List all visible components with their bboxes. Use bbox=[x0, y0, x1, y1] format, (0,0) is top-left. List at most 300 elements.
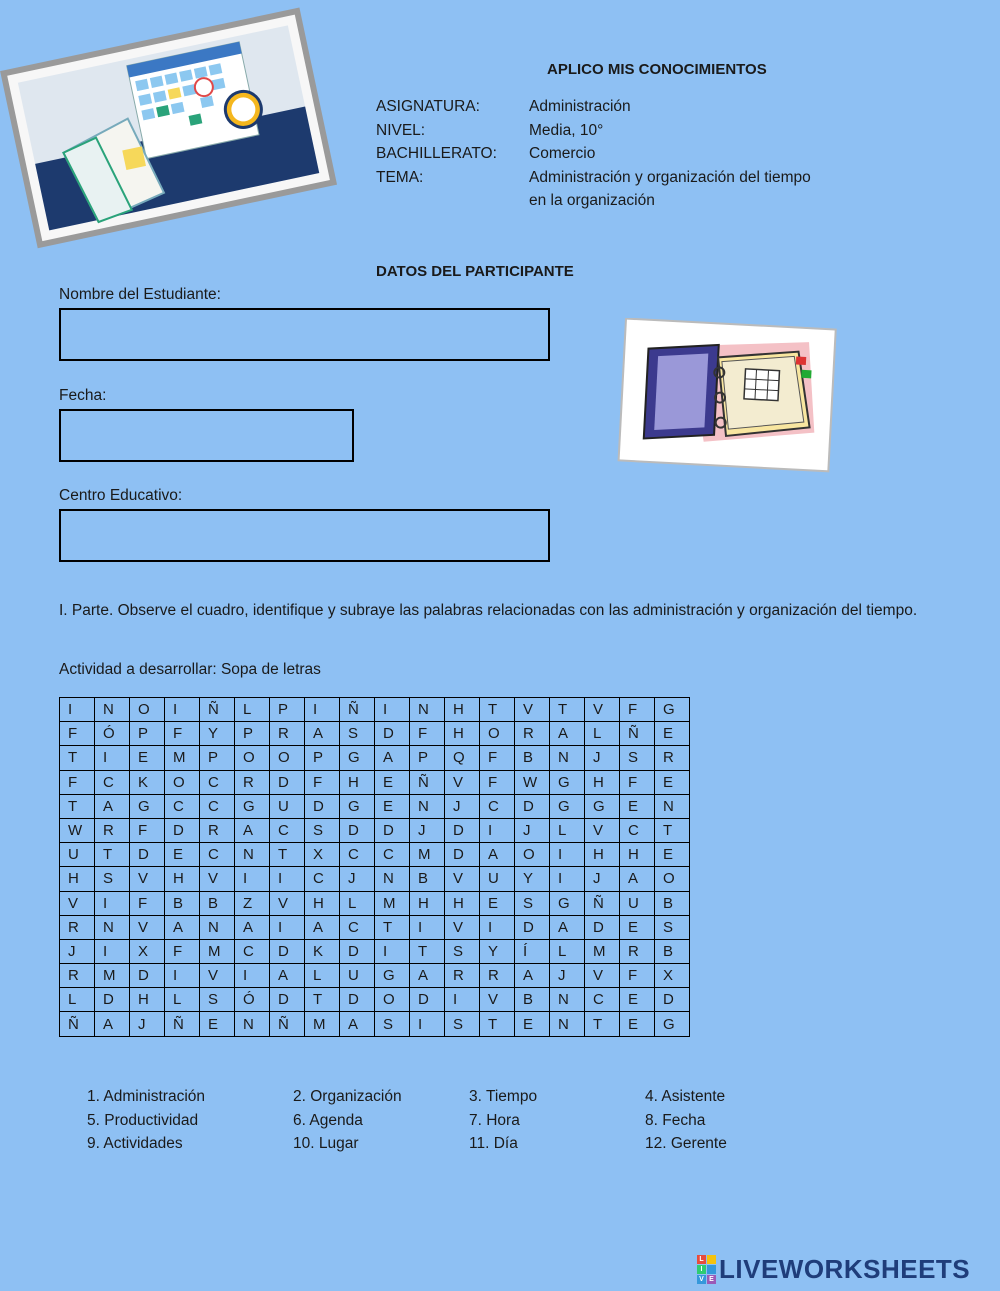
binder-illustration bbox=[616, 318, 840, 478]
grid-cell[interactable]: C bbox=[340, 915, 375, 939]
grid-cell[interactable]: A bbox=[95, 794, 130, 818]
grid-cell[interactable]: O bbox=[515, 843, 550, 867]
grid-cell[interactable]: Í bbox=[515, 939, 550, 963]
grid-cell[interactable]: I bbox=[550, 867, 585, 891]
meta-value-level: Media, 10° bbox=[529, 121, 604, 139]
grid-cell[interactable]: M bbox=[585, 939, 620, 963]
grid-cell[interactable]: T bbox=[60, 746, 95, 770]
grid-cell[interactable]: F bbox=[480, 770, 515, 794]
grid-cell[interactable]: U bbox=[480, 867, 515, 891]
grid-cell[interactable]: D bbox=[130, 843, 165, 867]
grid-cell[interactable]: R bbox=[200, 818, 235, 842]
grid-cell[interactable]: L bbox=[340, 891, 375, 915]
grid-cell[interactable]: D bbox=[655, 988, 690, 1012]
meta-values bbox=[529, 95, 849, 213]
grid-cell[interactable]: E bbox=[655, 770, 690, 794]
grid-cell[interactable]: J bbox=[130, 1012, 165, 1036]
grid-cell[interactable]: P bbox=[305, 746, 340, 770]
word-list-item: 5. Productividad bbox=[87, 1112, 199, 1129]
grid-cell[interactable]: V bbox=[445, 867, 480, 891]
grid-cell[interactable]: I bbox=[480, 915, 515, 939]
grid-cell[interactable]: D bbox=[585, 915, 620, 939]
grid-cell[interactable]: Ñ bbox=[410, 770, 445, 794]
logo-letter-l: L bbox=[697, 1255, 706, 1264]
grid-cell[interactable]: K bbox=[305, 939, 340, 963]
meta-value-topic: Administración y organización del tiempo bbox=[529, 168, 811, 186]
grid-cell[interactable]: Ñ bbox=[340, 698, 375, 722]
grid-cell[interactable]: N bbox=[200, 915, 235, 939]
grid-cell[interactable]: E bbox=[165, 843, 200, 867]
grid-cell[interactable]: D bbox=[340, 939, 375, 963]
calendar-illustration bbox=[0, 0, 340, 255]
grid-row bbox=[60, 770, 690, 794]
grid-cell[interactable]: P bbox=[410, 746, 445, 770]
grid-cell[interactable]: R bbox=[655, 746, 690, 770]
grid-cell[interactable]: R bbox=[515, 722, 550, 746]
grid-cell[interactable]: D bbox=[270, 988, 305, 1012]
grid-cell[interactable]: H bbox=[445, 722, 480, 746]
grid-cell[interactable]: C bbox=[270, 818, 305, 842]
grid-cell[interactable]: V bbox=[585, 964, 620, 988]
grid-cell[interactable]: Ó bbox=[235, 988, 270, 1012]
grid-cell[interactable]: H bbox=[585, 843, 620, 867]
date-field[interactable] bbox=[59, 409, 354, 462]
grid-cell[interactable]: I bbox=[270, 867, 305, 891]
grid-cell[interactable]: S bbox=[340, 722, 375, 746]
activity-label: Actividad a desarrollar: Sopa de letras bbox=[59, 661, 321, 678]
grid-cell[interactable]: N bbox=[375, 867, 410, 891]
grid-cell[interactable]: A bbox=[235, 915, 270, 939]
grid-cell[interactable]: D bbox=[340, 988, 375, 1012]
grid-cell[interactable]: Ñ bbox=[620, 722, 655, 746]
grid-cell[interactable]: A bbox=[305, 915, 340, 939]
grid-cell[interactable]: M bbox=[410, 843, 445, 867]
grid-cell[interactable]: F bbox=[165, 722, 200, 746]
word-list-item: 6. Agenda bbox=[293, 1112, 363, 1129]
student-name-label: Nombre del Estudiante: bbox=[59, 286, 221, 303]
word-list-item: 12. Gerente bbox=[645, 1135, 727, 1152]
grid-cell[interactable]: X bbox=[305, 843, 340, 867]
grid-cell[interactable]: M bbox=[165, 746, 200, 770]
grid-cell[interactable]: E bbox=[375, 770, 410, 794]
grid-cell[interactable]: I bbox=[270, 915, 305, 939]
grid-cell[interactable]: N bbox=[410, 698, 445, 722]
student-name-field[interactable] bbox=[59, 308, 550, 361]
grid-cell[interactable]: D bbox=[270, 939, 305, 963]
grid-cell[interactable]: N bbox=[655, 794, 690, 818]
grid-cell[interactable]: D bbox=[410, 988, 445, 1012]
meta-label-subject: ASIGNATURA: bbox=[376, 98, 480, 115]
grid-cell[interactable]: G bbox=[235, 794, 270, 818]
grid-cell[interactable]: J bbox=[340, 867, 375, 891]
grid-cell[interactable]: L bbox=[60, 988, 95, 1012]
logo-letter-i: I bbox=[697, 1265, 706, 1274]
word-search-grid bbox=[59, 697, 690, 1037]
grid-cell[interactable]: S bbox=[305, 818, 340, 842]
grid-cell[interactable]: B bbox=[655, 939, 690, 963]
grid-cell[interactable]: J bbox=[515, 818, 550, 842]
grid-cell[interactable]: C bbox=[340, 843, 375, 867]
grid-cell[interactable]: V bbox=[200, 964, 235, 988]
grid-cell[interactable]: R bbox=[60, 915, 95, 939]
grid-cell[interactable]: T bbox=[60, 794, 95, 818]
grid-cell[interactable]: L bbox=[235, 698, 270, 722]
grid-cell[interactable]: E bbox=[130, 746, 165, 770]
grid-cell[interactable]: S bbox=[375, 1012, 410, 1036]
grid-cell[interactable]: F bbox=[620, 770, 655, 794]
grid-cell[interactable]: D bbox=[375, 818, 410, 842]
school-label: Centro Educativo: bbox=[59, 487, 183, 504]
grid-cell[interactable]: L bbox=[305, 964, 340, 988]
meta-value-track: Comercio bbox=[529, 145, 596, 162]
school-field[interactable] bbox=[59, 509, 550, 562]
grid-cell[interactable]: I bbox=[375, 939, 410, 963]
grid-cell[interactable]: T bbox=[375, 915, 410, 939]
word-list-item: 8. Fecha bbox=[645, 1112, 706, 1129]
grid-cell[interactable]: V bbox=[480, 988, 515, 1012]
grid-cell[interactable]: I bbox=[235, 964, 270, 988]
grid-cell[interactable]: D bbox=[305, 794, 340, 818]
grid-cell[interactable]: A bbox=[340, 1012, 375, 1036]
grid-cell[interactable]: Ñ bbox=[270, 1012, 305, 1036]
grid-cell[interactable]: B bbox=[410, 867, 445, 891]
grid-cell[interactable]: B bbox=[165, 891, 200, 915]
grid-cell[interactable]: T bbox=[95, 843, 130, 867]
grid-cell[interactable]: F bbox=[305, 770, 340, 794]
grid-cell[interactable]: J bbox=[585, 867, 620, 891]
grid-cell[interactable]: E bbox=[620, 915, 655, 939]
grid-cell[interactable]: A bbox=[305, 722, 340, 746]
grid-cell[interactable]: M bbox=[375, 891, 410, 915]
grid-cell[interactable]: D bbox=[340, 818, 375, 842]
worksheet-title: APLICO MIS CONOCIMIENTOS bbox=[547, 61, 767, 78]
participant-section-title: DATOS DEL PARTICIPANTE bbox=[376, 263, 574, 280]
grid-cell[interactable]: E bbox=[200, 1012, 235, 1036]
grid-cell[interactable]: K bbox=[130, 770, 165, 794]
grid-cell[interactable]: V bbox=[130, 915, 165, 939]
grid-cell[interactable]: V bbox=[585, 698, 620, 722]
grid-cell[interactable]: T bbox=[305, 988, 340, 1012]
grid-cell[interactable]: D bbox=[165, 818, 200, 842]
grid-cell[interactable]: Y bbox=[515, 867, 550, 891]
grid-cell[interactable]: T bbox=[480, 1012, 515, 1036]
grid-cell[interactable]: G bbox=[550, 770, 585, 794]
grid-cell[interactable]: V bbox=[445, 770, 480, 794]
grid-cell[interactable]: O bbox=[165, 770, 200, 794]
grid-row bbox=[60, 1012, 690, 1036]
grid-cell[interactable]: F bbox=[480, 746, 515, 770]
grid-cell[interactable]: V bbox=[445, 915, 480, 939]
word-list-item: 3. Tiempo bbox=[469, 1088, 538, 1105]
grid-cell[interactable]: H bbox=[60, 867, 95, 891]
grid-cell[interactable]: A bbox=[620, 867, 655, 891]
grid-cell[interactable]: S bbox=[445, 1012, 480, 1036]
grid-cell[interactable]: B bbox=[200, 891, 235, 915]
grid-cell[interactable]: O bbox=[130, 698, 165, 722]
grid-cell[interactable]: M bbox=[305, 1012, 340, 1036]
grid-cell[interactable]: A bbox=[165, 915, 200, 939]
grid-cell[interactable]: D bbox=[375, 722, 410, 746]
grid-cell[interactable]: A bbox=[375, 746, 410, 770]
grid-cell[interactable]: E bbox=[655, 843, 690, 867]
grid-cell[interactable]: W bbox=[515, 770, 550, 794]
grid-cell[interactable]: T bbox=[585, 1012, 620, 1036]
meta-labels bbox=[376, 95, 497, 189]
grid-cell[interactable]: N bbox=[550, 746, 585, 770]
grid-cell[interactable]: R bbox=[480, 964, 515, 988]
grid-cell[interactable]: G bbox=[655, 1012, 690, 1036]
date-label: Fecha: bbox=[59, 387, 107, 404]
grid-cell[interactable]: N bbox=[235, 1012, 270, 1036]
grid-cell[interactable]: E bbox=[515, 1012, 550, 1036]
grid-cell[interactable]: X bbox=[130, 939, 165, 963]
grid-cell[interactable]: G bbox=[375, 964, 410, 988]
grid-cell[interactable]: C bbox=[200, 770, 235, 794]
grid-cell[interactable]: S bbox=[200, 988, 235, 1012]
grid-cell[interactable]: X bbox=[655, 964, 690, 988]
grid-row bbox=[60, 964, 690, 988]
grid-cell[interactable]: U bbox=[620, 891, 655, 915]
grid-cell[interactable]: T bbox=[480, 698, 515, 722]
grid-cell[interactable]: E bbox=[655, 722, 690, 746]
meta-value-topic-cont: en la organización bbox=[529, 192, 655, 209]
grid-cell[interactable]: C bbox=[620, 818, 655, 842]
grid-cell[interactable]: V bbox=[200, 867, 235, 891]
grid-cell[interactable]: A bbox=[270, 964, 305, 988]
grid-cell[interactable]: B bbox=[515, 988, 550, 1012]
grid-cell[interactable]: I bbox=[410, 915, 445, 939]
grid-cell[interactable]: B bbox=[655, 891, 690, 915]
grid-cell[interactable]: D bbox=[515, 915, 550, 939]
grid-cell[interactable]: I bbox=[235, 867, 270, 891]
grid-cell[interactable]: V bbox=[270, 891, 305, 915]
part-instructions: I. Parte. Observe el cuadro, identifique y subraye las palabras relacionadas con las administración y organización del tiempo. bbox=[59, 602, 918, 619]
grid-cell[interactable]: R bbox=[235, 770, 270, 794]
word-list-item: 7. Hora bbox=[469, 1112, 520, 1129]
grid-cell[interactable]: P bbox=[235, 722, 270, 746]
grid-cell[interactable]: V bbox=[515, 698, 550, 722]
grid-cell[interactable]: C bbox=[235, 939, 270, 963]
word-list bbox=[87, 1088, 787, 1168]
grid-cell[interactable]: H bbox=[340, 770, 375, 794]
grid-cell[interactable]: L bbox=[550, 939, 585, 963]
grid-cell[interactable]: A bbox=[95, 1012, 130, 1036]
grid-cell[interactable]: I bbox=[445, 988, 480, 1012]
grid-cell[interactable]: G bbox=[550, 891, 585, 915]
grid-cell[interactable]: F bbox=[165, 939, 200, 963]
grid-cell[interactable]: M bbox=[95, 964, 130, 988]
grid-cell[interactable]: L bbox=[550, 818, 585, 842]
grid-cell[interactable]: F bbox=[130, 891, 165, 915]
grid-cell[interactable]: W bbox=[60, 818, 95, 842]
grid-cell[interactable]: P bbox=[200, 746, 235, 770]
grid-cell[interactable]: E bbox=[480, 891, 515, 915]
grid-row bbox=[60, 915, 690, 939]
grid-cell[interactable]: H bbox=[445, 698, 480, 722]
grid-cell[interactable]: Ñ bbox=[200, 698, 235, 722]
grid-cell[interactable]: O bbox=[480, 722, 515, 746]
grid-cell[interactable]: N bbox=[550, 1012, 585, 1036]
grid-cell[interactable]: E bbox=[620, 988, 655, 1012]
grid-cell[interactable]: U bbox=[270, 794, 305, 818]
meta-label-level: NIVEL: bbox=[376, 121, 426, 139]
grid-cell[interactable]: A bbox=[550, 722, 585, 746]
grid-cell[interactable]: Y bbox=[200, 722, 235, 746]
grid-cell[interactable]: A bbox=[235, 818, 270, 842]
grid-cell[interactable]: D bbox=[445, 818, 480, 842]
grid-cell[interactable]: G bbox=[585, 794, 620, 818]
grid-cell[interactable]: E bbox=[375, 794, 410, 818]
grid-cell[interactable]: I bbox=[550, 843, 585, 867]
grid-cell[interactable]: F bbox=[130, 818, 165, 842]
grid-cell[interactable]: R bbox=[95, 818, 130, 842]
grid-cell[interactable]: G bbox=[550, 794, 585, 818]
grid-row bbox=[60, 988, 690, 1012]
grid-cell[interactable]: O bbox=[375, 988, 410, 1012]
grid-cell[interactable]: H bbox=[445, 891, 480, 915]
grid-cell[interactable]: A bbox=[480, 843, 515, 867]
grid-cell[interactable]: H bbox=[130, 988, 165, 1012]
grid-cell[interactable]: G bbox=[655, 698, 690, 722]
grid-row bbox=[60, 722, 690, 746]
grid-cell[interactable]: E bbox=[620, 794, 655, 818]
grid-cell[interactable]: H bbox=[585, 770, 620, 794]
meta-label-topic: TEMA: bbox=[376, 168, 424, 186]
grid-cell[interactable]: Q bbox=[445, 746, 480, 770]
grid-cell[interactable]: G bbox=[130, 794, 165, 818]
grid-cell[interactable]: R bbox=[60, 964, 95, 988]
grid-cell[interactable]: I bbox=[95, 939, 130, 963]
grid-cell[interactable]: D bbox=[445, 843, 480, 867]
grid-cell[interactable]: I bbox=[165, 964, 200, 988]
grid-cell[interactable]: I bbox=[375, 698, 410, 722]
grid-cell[interactable]: F bbox=[60, 770, 95, 794]
grid-cell[interactable]: N bbox=[95, 915, 130, 939]
grid-cell[interactable]: N bbox=[95, 698, 130, 722]
grid-cell[interactable]: N bbox=[235, 843, 270, 867]
grid-cell[interactable]: I bbox=[305, 698, 340, 722]
grid-cell[interactable]: M bbox=[200, 939, 235, 963]
grid-cell[interactable]: T bbox=[550, 698, 585, 722]
grid-cell[interactable]: V bbox=[130, 867, 165, 891]
grid-cell[interactable]: Z bbox=[235, 891, 270, 915]
grid-cell[interactable]: F bbox=[620, 698, 655, 722]
grid-cell[interactable]: H bbox=[165, 867, 200, 891]
word-list-item: 1. Administración bbox=[87, 1088, 206, 1105]
grid-cell[interactable]: J bbox=[410, 818, 445, 842]
grid-cell[interactable]: F bbox=[410, 722, 445, 746]
grid-cell[interactable]: I bbox=[95, 746, 130, 770]
grid-cell[interactable]: J bbox=[445, 794, 480, 818]
grid-cell[interactable]: D bbox=[95, 988, 130, 1012]
grid-cell[interactable]: E bbox=[620, 1012, 655, 1036]
liveworksheets-logo bbox=[697, 1254, 970, 1284]
grid-cell[interactable]: I bbox=[95, 891, 130, 915]
grid-cell[interactable]: A bbox=[550, 915, 585, 939]
grid-cell[interactable]: I bbox=[60, 698, 95, 722]
grid-cell[interactable]: Y bbox=[480, 939, 515, 963]
grid-cell[interactable]: T bbox=[410, 939, 445, 963]
word-list-item: 9. Actividades bbox=[87, 1135, 183, 1152]
grid-cell[interactable]: Ñ bbox=[165, 1012, 200, 1036]
grid-cell[interactable]: C bbox=[200, 794, 235, 818]
grid-cell[interactable]: V bbox=[585, 818, 620, 842]
grid-cell[interactable]: A bbox=[410, 964, 445, 988]
grid-cell[interactable]: N bbox=[410, 794, 445, 818]
logo-letter-e: E bbox=[707, 1275, 716, 1284]
word-list-item: 2. Organización bbox=[293, 1088, 402, 1105]
grid-cell[interactable]: H bbox=[620, 843, 655, 867]
grid-cell[interactable]: O bbox=[235, 746, 270, 770]
grid-row bbox=[60, 818, 690, 842]
grid-cell[interactable]: S bbox=[515, 891, 550, 915]
grid-row bbox=[60, 794, 690, 818]
grid-cell[interactable]: J bbox=[550, 964, 585, 988]
grid-cell[interactable]: I bbox=[165, 698, 200, 722]
grid-cell[interactable]: C bbox=[375, 843, 410, 867]
grid-cell[interactable]: L bbox=[165, 988, 200, 1012]
grid-cell[interactable]: Ñ bbox=[585, 891, 620, 915]
grid-cell[interactable]: S bbox=[655, 915, 690, 939]
grid-cell[interactable]: F bbox=[60, 722, 95, 746]
grid-cell[interactable]: Ñ bbox=[60, 1012, 95, 1036]
grid-cell[interactable]: O bbox=[655, 867, 690, 891]
grid-cell[interactable]: R bbox=[620, 939, 655, 963]
grid-cell[interactable]: R bbox=[445, 964, 480, 988]
grid-cell[interactable]: A bbox=[515, 964, 550, 988]
grid-cell[interactable]: J bbox=[60, 939, 95, 963]
grid-cell[interactable]: T bbox=[270, 843, 305, 867]
grid-cell[interactable]: F bbox=[620, 964, 655, 988]
grid-cell[interactable]: U bbox=[340, 964, 375, 988]
grid-row bbox=[60, 939, 690, 963]
grid-cell[interactable]: J bbox=[585, 746, 620, 770]
grid-cell[interactable]: H bbox=[410, 891, 445, 915]
logo-blocks-icon bbox=[697, 1255, 716, 1284]
grid-cell[interactable]: T bbox=[655, 818, 690, 842]
grid-cell[interactable]: U bbox=[60, 843, 95, 867]
logo-text: LIVEWORKSHEETS bbox=[719, 1253, 971, 1284]
grid-cell[interactable]: C bbox=[305, 867, 340, 891]
grid-cell[interactable]: S bbox=[445, 939, 480, 963]
grid-cell[interactable]: S bbox=[95, 867, 130, 891]
grid-cell[interactable]: P bbox=[270, 698, 305, 722]
grid-cell[interactable]: B bbox=[515, 746, 550, 770]
grid-cell[interactable]: C bbox=[480, 794, 515, 818]
grid-cell[interactable]: C bbox=[95, 770, 130, 794]
grid-cell[interactable]: V bbox=[60, 891, 95, 915]
grid-cell[interactable]: H bbox=[305, 891, 340, 915]
grid-cell[interactable]: I bbox=[480, 818, 515, 842]
grid-cell[interactable]: N bbox=[550, 988, 585, 1012]
grid-cell[interactable]: D bbox=[130, 964, 165, 988]
grid-cell[interactable]: D bbox=[515, 794, 550, 818]
grid-cell[interactable]: G bbox=[340, 794, 375, 818]
grid-cell[interactable]: C bbox=[165, 794, 200, 818]
grid-cell[interactable]: S bbox=[620, 746, 655, 770]
grid-cell[interactable]: G bbox=[340, 746, 375, 770]
grid-cell[interactable]: R bbox=[270, 722, 305, 746]
grid-cell[interactable]: Ó bbox=[95, 722, 130, 746]
grid-cell[interactable]: D bbox=[270, 770, 305, 794]
grid-cell[interactable]: I bbox=[410, 1012, 445, 1036]
grid-cell[interactable]: C bbox=[200, 843, 235, 867]
grid-cell[interactable]: P bbox=[130, 722, 165, 746]
grid-cell[interactable]: L bbox=[585, 722, 620, 746]
grid-cell[interactable]: O bbox=[270, 746, 305, 770]
word-list-item: 4. Asistente bbox=[645, 1088, 726, 1105]
grid-cell[interactable]: C bbox=[585, 988, 620, 1012]
